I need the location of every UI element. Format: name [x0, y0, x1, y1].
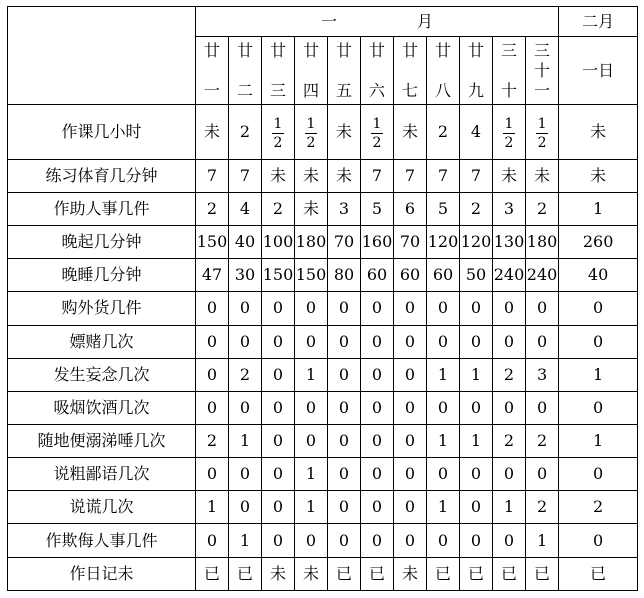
- day-char: 三: [534, 40, 551, 60]
- cell-value: [295, 105, 328, 159]
- fraction-bar: [371, 133, 383, 134]
- day-char: 一: [203, 80, 220, 100]
- cell-value: 0: [493, 292, 526, 325]
- cell-value: 7: [196, 159, 229, 192]
- cell-value: 0: [427, 292, 460, 325]
- day-char: 廿: [467, 40, 484, 60]
- cell-value: 已: [493, 557, 526, 590]
- table-row: [8, 524, 638, 557]
- cell-value: 240: [493, 259, 526, 292]
- day-header-4: [295, 37, 328, 105]
- cell-value: 0: [526, 292, 559, 325]
- cell-value: 0: [460, 491, 493, 524]
- cell-value: 3: [328, 192, 361, 225]
- row-label: 说谎几次: [8, 491, 196, 524]
- cell-value: [526, 105, 559, 159]
- cell-value: 已: [328, 557, 361, 590]
- cell-value: 0: [196, 524, 229, 557]
- day-label: [196, 40, 228, 100]
- cell-value: 1: [229, 524, 262, 557]
- month-jan-char-1: 一: [321, 11, 338, 31]
- cell-value: 2: [196, 192, 229, 225]
- cell-value: 100: [262, 226, 295, 259]
- cell-value: 0: [295, 391, 328, 424]
- cell-value: 180: [295, 226, 328, 259]
- fraction-value: [536, 117, 549, 150]
- cell-value: 60: [394, 259, 427, 292]
- cell-value: 0: [328, 292, 361, 325]
- cell-value: 0: [262, 325, 295, 358]
- feb-cell-value: 0: [559, 458, 638, 491]
- day-header-5: [328, 37, 361, 105]
- cell-value: 0: [361, 491, 394, 524]
- fraction-numerator: 1: [504, 115, 514, 132]
- cell-value: 0: [460, 325, 493, 358]
- cell-value: 0: [427, 325, 460, 358]
- cell-value: 240: [526, 259, 559, 292]
- cell-value: 0: [493, 325, 526, 358]
- fraction-denominator: 2: [273, 134, 283, 151]
- cell-value: 0: [493, 524, 526, 557]
- cell-value: 0: [394, 325, 427, 358]
- cell-value: 2: [526, 425, 559, 458]
- cell-value: 80: [328, 259, 361, 292]
- day-label: [328, 40, 360, 100]
- cell-value: 未: [328, 105, 361, 159]
- cell-value: 未: [262, 557, 295, 590]
- table-row: [8, 259, 638, 292]
- day-char: 廿: [302, 40, 319, 60]
- day-label: [427, 40, 459, 100]
- cell-value: 0: [328, 425, 361, 458]
- cell-value: 7: [229, 159, 262, 192]
- cell-value: 2: [196, 425, 229, 458]
- day-char: 九: [467, 80, 484, 100]
- cell-value: 0: [196, 391, 229, 424]
- fraction-denominator: 2: [537, 134, 547, 151]
- day-char: 三: [269, 80, 286, 100]
- cell-value: 0: [229, 325, 262, 358]
- day-char: 六: [368, 80, 385, 100]
- cell-value: 0: [526, 391, 559, 424]
- month-jan-char-2: 月: [417, 11, 434, 31]
- day-char: 五: [335, 80, 352, 100]
- cell-value: 0: [361, 425, 394, 458]
- cell-value: 0: [460, 391, 493, 424]
- cell-value: 2: [493, 358, 526, 391]
- fraction-denominator: 2: [306, 134, 316, 151]
- day-label: [295, 40, 327, 100]
- cell-value: 0: [361, 325, 394, 358]
- row-label: 作课几小时: [8, 105, 196, 159]
- cell-value: 未: [295, 192, 328, 225]
- feb-cell-value: 1: [559, 192, 638, 225]
- feb-day-header: 一日: [559, 37, 638, 105]
- cell-value: 1: [526, 524, 559, 557]
- cell-value: 0: [394, 458, 427, 491]
- cell-value: 0: [262, 292, 295, 325]
- cell-value: 1: [196, 491, 229, 524]
- day-header-7: [394, 37, 427, 105]
- feb-cell-value: 0: [559, 325, 638, 358]
- row-label: 发生妄念几次: [8, 358, 196, 391]
- cell-value: 未: [196, 105, 229, 159]
- cell-value: 0: [328, 458, 361, 491]
- cell-value: [493, 105, 526, 159]
- day-label: [493, 40, 525, 100]
- cell-value: 0: [361, 458, 394, 491]
- cell-value: 150: [196, 226, 229, 259]
- fraction-value: [272, 117, 285, 150]
- cell-value: 0: [262, 458, 295, 491]
- day-header-8: [427, 37, 460, 105]
- day-char: 四: [302, 80, 319, 100]
- day-char: 一: [534, 80, 551, 100]
- feb-cell-value: 未: [559, 105, 638, 159]
- cell-value: 60: [361, 259, 394, 292]
- cell-value: 已: [460, 557, 493, 590]
- cell-value: 已: [427, 557, 460, 590]
- cell-value: 2: [460, 192, 493, 225]
- diary-table: [7, 6, 638, 591]
- fraction-numerator: 1: [306, 115, 316, 132]
- cell-value: 0: [328, 391, 361, 424]
- cell-value: 0: [229, 458, 262, 491]
- cell-value: 4: [460, 105, 493, 159]
- cell-value: 未: [295, 557, 328, 590]
- cell-value: 5: [427, 192, 460, 225]
- day-header-10: [493, 37, 526, 105]
- cell-value: 2: [526, 192, 559, 225]
- cell-value: 120: [460, 226, 493, 259]
- cell-value: 2: [493, 425, 526, 458]
- month-jan-header: [196, 7, 559, 37]
- cell-value: 5: [361, 192, 394, 225]
- cell-value: 2: [427, 105, 460, 159]
- cell-value: [361, 105, 394, 159]
- cell-value: 7: [394, 159, 427, 192]
- table-row: [8, 292, 638, 325]
- month-header-row: [8, 7, 638, 37]
- cell-value: 1: [493, 491, 526, 524]
- table-row: [8, 159, 638, 192]
- cell-value: 0: [460, 524, 493, 557]
- fraction-bar: [536, 133, 548, 134]
- cell-value: 未: [394, 105, 427, 159]
- day-char: 三: [500, 40, 517, 60]
- cell-value: 0: [361, 292, 394, 325]
- day-char: 廿: [335, 40, 352, 60]
- fraction-numerator: 1: [273, 115, 283, 132]
- cell-value: 0: [361, 391, 394, 424]
- row-label: 作欺侮人事几件: [8, 524, 196, 557]
- cell-value: 1: [295, 358, 328, 391]
- fraction-value: [503, 117, 516, 150]
- feb-cell-value: 1: [559, 425, 638, 458]
- day-header-6: [361, 37, 394, 105]
- cell-value: 0: [460, 292, 493, 325]
- day-char: 廿: [236, 40, 253, 60]
- cell-value: 0: [328, 358, 361, 391]
- cell-value: 0: [262, 491, 295, 524]
- cell-value: 30: [229, 259, 262, 292]
- fraction-bar: [503, 133, 515, 134]
- cell-value: 150: [262, 259, 295, 292]
- cell-value: 已: [229, 557, 262, 590]
- cell-value: 0: [460, 458, 493, 491]
- cell-value: 3: [493, 192, 526, 225]
- day-label: [361, 40, 393, 100]
- cell-value: 60: [427, 259, 460, 292]
- row-label: 晚起几分钟: [8, 226, 196, 259]
- cell-value: 未: [394, 557, 427, 590]
- feb-cell-value: 未: [559, 159, 638, 192]
- cell-value: 未: [493, 159, 526, 192]
- cell-value: 0: [328, 325, 361, 358]
- cell-value: 2: [229, 358, 262, 391]
- day-header-2: [229, 37, 262, 105]
- cell-value: 0: [394, 292, 427, 325]
- day-header-3: [262, 37, 295, 105]
- cell-value: 2: [229, 105, 262, 159]
- fraction-bar: [272, 133, 284, 134]
- cell-value: 6: [394, 192, 427, 225]
- cell-value: 0: [493, 391, 526, 424]
- row-label: 练习体育几分钟: [8, 159, 196, 192]
- cell-value: 130: [493, 226, 526, 259]
- cell-value: 0: [229, 491, 262, 524]
- day-char: 七: [401, 80, 418, 100]
- cell-value: 0: [394, 425, 427, 458]
- row-label: 嫖赌几次: [8, 325, 196, 358]
- cell-value: 0: [196, 325, 229, 358]
- cell-value: 0: [361, 524, 394, 557]
- cell-value: 2: [526, 491, 559, 524]
- table-row: [8, 425, 638, 458]
- cell-value: 0: [328, 524, 361, 557]
- day-header-11: [526, 37, 559, 105]
- feb-cell-value: 0: [559, 292, 638, 325]
- day-char: 廿: [269, 40, 286, 60]
- cell-value: 160: [361, 226, 394, 259]
- month-feb-header: 二月: [559, 7, 638, 37]
- table-row: [8, 391, 638, 424]
- cell-value: 已: [361, 557, 394, 590]
- cell-value: 7: [460, 159, 493, 192]
- row-label: 晚睡几分钟: [8, 259, 196, 292]
- day-header-9: [460, 37, 493, 105]
- cell-value: 0: [394, 391, 427, 424]
- table-row: [8, 491, 638, 524]
- row-label: 作助人事几件: [8, 192, 196, 225]
- row-label: 购外货几件: [8, 292, 196, 325]
- cell-value: 0: [229, 391, 262, 424]
- cell-value: 0: [196, 358, 229, 391]
- day-char: 二: [236, 80, 253, 100]
- corner-cell: [8, 7, 196, 105]
- cell-value: 已: [526, 557, 559, 590]
- table-row: [8, 325, 638, 358]
- table-row: [8, 458, 638, 491]
- day-char: 十: [534, 60, 551, 80]
- cell-value: 0: [262, 391, 295, 424]
- fraction-numerator: 1: [372, 115, 382, 132]
- cell-value: 1: [427, 425, 460, 458]
- day-label: [526, 40, 558, 100]
- cell-value: 70: [394, 226, 427, 259]
- cell-value: 0: [262, 425, 295, 458]
- feb-cell-value: 0: [559, 391, 638, 424]
- table-row: [8, 105, 638, 159]
- cell-value: 已: [196, 557, 229, 590]
- table-row: [8, 226, 638, 259]
- cell-value: 0: [394, 524, 427, 557]
- cell-value: 1: [295, 491, 328, 524]
- cell-value: 4: [229, 192, 262, 225]
- cell-value: 0: [295, 325, 328, 358]
- row-label: 吸烟饮酒几次: [8, 391, 196, 424]
- row-label: 作日记未: [8, 557, 196, 590]
- cell-value: 0: [295, 425, 328, 458]
- feb-cell-value: 40: [559, 259, 638, 292]
- cell-value: 180: [526, 226, 559, 259]
- table-row: [8, 557, 638, 590]
- cell-value: 70: [328, 226, 361, 259]
- fraction-denominator: 2: [504, 134, 514, 151]
- cell-value: 0: [262, 358, 295, 391]
- cell-value: 1: [229, 425, 262, 458]
- cell-value: 未: [526, 159, 559, 192]
- cell-value: 1: [460, 425, 493, 458]
- table-body: [8, 7, 638, 591]
- feb-cell-value: 2: [559, 491, 638, 524]
- cell-value: 47: [196, 259, 229, 292]
- cell-value: 0: [427, 391, 460, 424]
- feb-cell-value: 已: [559, 557, 638, 590]
- fraction-bar: [305, 133, 317, 134]
- day-char: 廿: [434, 40, 451, 60]
- fraction-numerator: 1: [537, 115, 547, 132]
- cell-value: [262, 105, 295, 159]
- cell-value: 0: [493, 458, 526, 491]
- cell-value: 50: [460, 259, 493, 292]
- cell-value: 0: [295, 524, 328, 557]
- cell-value: 0: [526, 458, 559, 491]
- day-char: 廿: [401, 40, 418, 60]
- day-char: 十: [500, 80, 517, 100]
- cell-value: 0: [229, 292, 262, 325]
- fraction-value: [305, 117, 318, 150]
- cell-value: 1: [295, 458, 328, 491]
- day-label: [229, 40, 261, 100]
- cell-value: 0: [196, 458, 229, 491]
- day-char: 八: [434, 80, 451, 100]
- cell-value: 7: [427, 159, 460, 192]
- feb-cell-value: 0: [559, 524, 638, 557]
- fraction-denominator: 2: [372, 134, 382, 151]
- cell-value: 120: [427, 226, 460, 259]
- cell-value: 未: [262, 159, 295, 192]
- day-char: 廿: [368, 40, 385, 60]
- row-label: 随地便溺涕唾几次: [8, 425, 196, 458]
- fraction-value: [371, 117, 384, 150]
- cell-value: 1: [460, 358, 493, 391]
- cell-value: 未: [328, 159, 361, 192]
- cell-value: 0: [394, 491, 427, 524]
- cell-value: 1: [427, 358, 460, 391]
- cell-value: 0: [394, 358, 427, 391]
- cell-value: 0: [295, 292, 328, 325]
- cell-value: 0: [526, 325, 559, 358]
- cell-value: 150: [295, 259, 328, 292]
- cell-value: 0: [427, 458, 460, 491]
- day-label: [262, 40, 294, 100]
- cell-value: 1: [427, 491, 460, 524]
- cell-value: 未: [295, 159, 328, 192]
- day-char: 廿: [203, 40, 220, 60]
- cell-value: 3: [526, 358, 559, 391]
- feb-cell-value: 1: [559, 358, 638, 391]
- table-row: [8, 192, 638, 225]
- cell-value: 2: [262, 192, 295, 225]
- cell-value: 0: [262, 524, 295, 557]
- cell-value: 7: [361, 159, 394, 192]
- day-header-1: [196, 37, 229, 105]
- table-row: [8, 358, 638, 391]
- day-label: [460, 40, 492, 100]
- day-label: [394, 40, 426, 100]
- cell-value: 0: [427, 524, 460, 557]
- row-label: 说粗鄙语几次: [8, 458, 196, 491]
- cell-value: 0: [328, 491, 361, 524]
- cell-value: 0: [361, 358, 394, 391]
- cell-value: 40: [229, 226, 262, 259]
- cell-value: 0: [196, 292, 229, 325]
- feb-cell-value: 260: [559, 226, 638, 259]
